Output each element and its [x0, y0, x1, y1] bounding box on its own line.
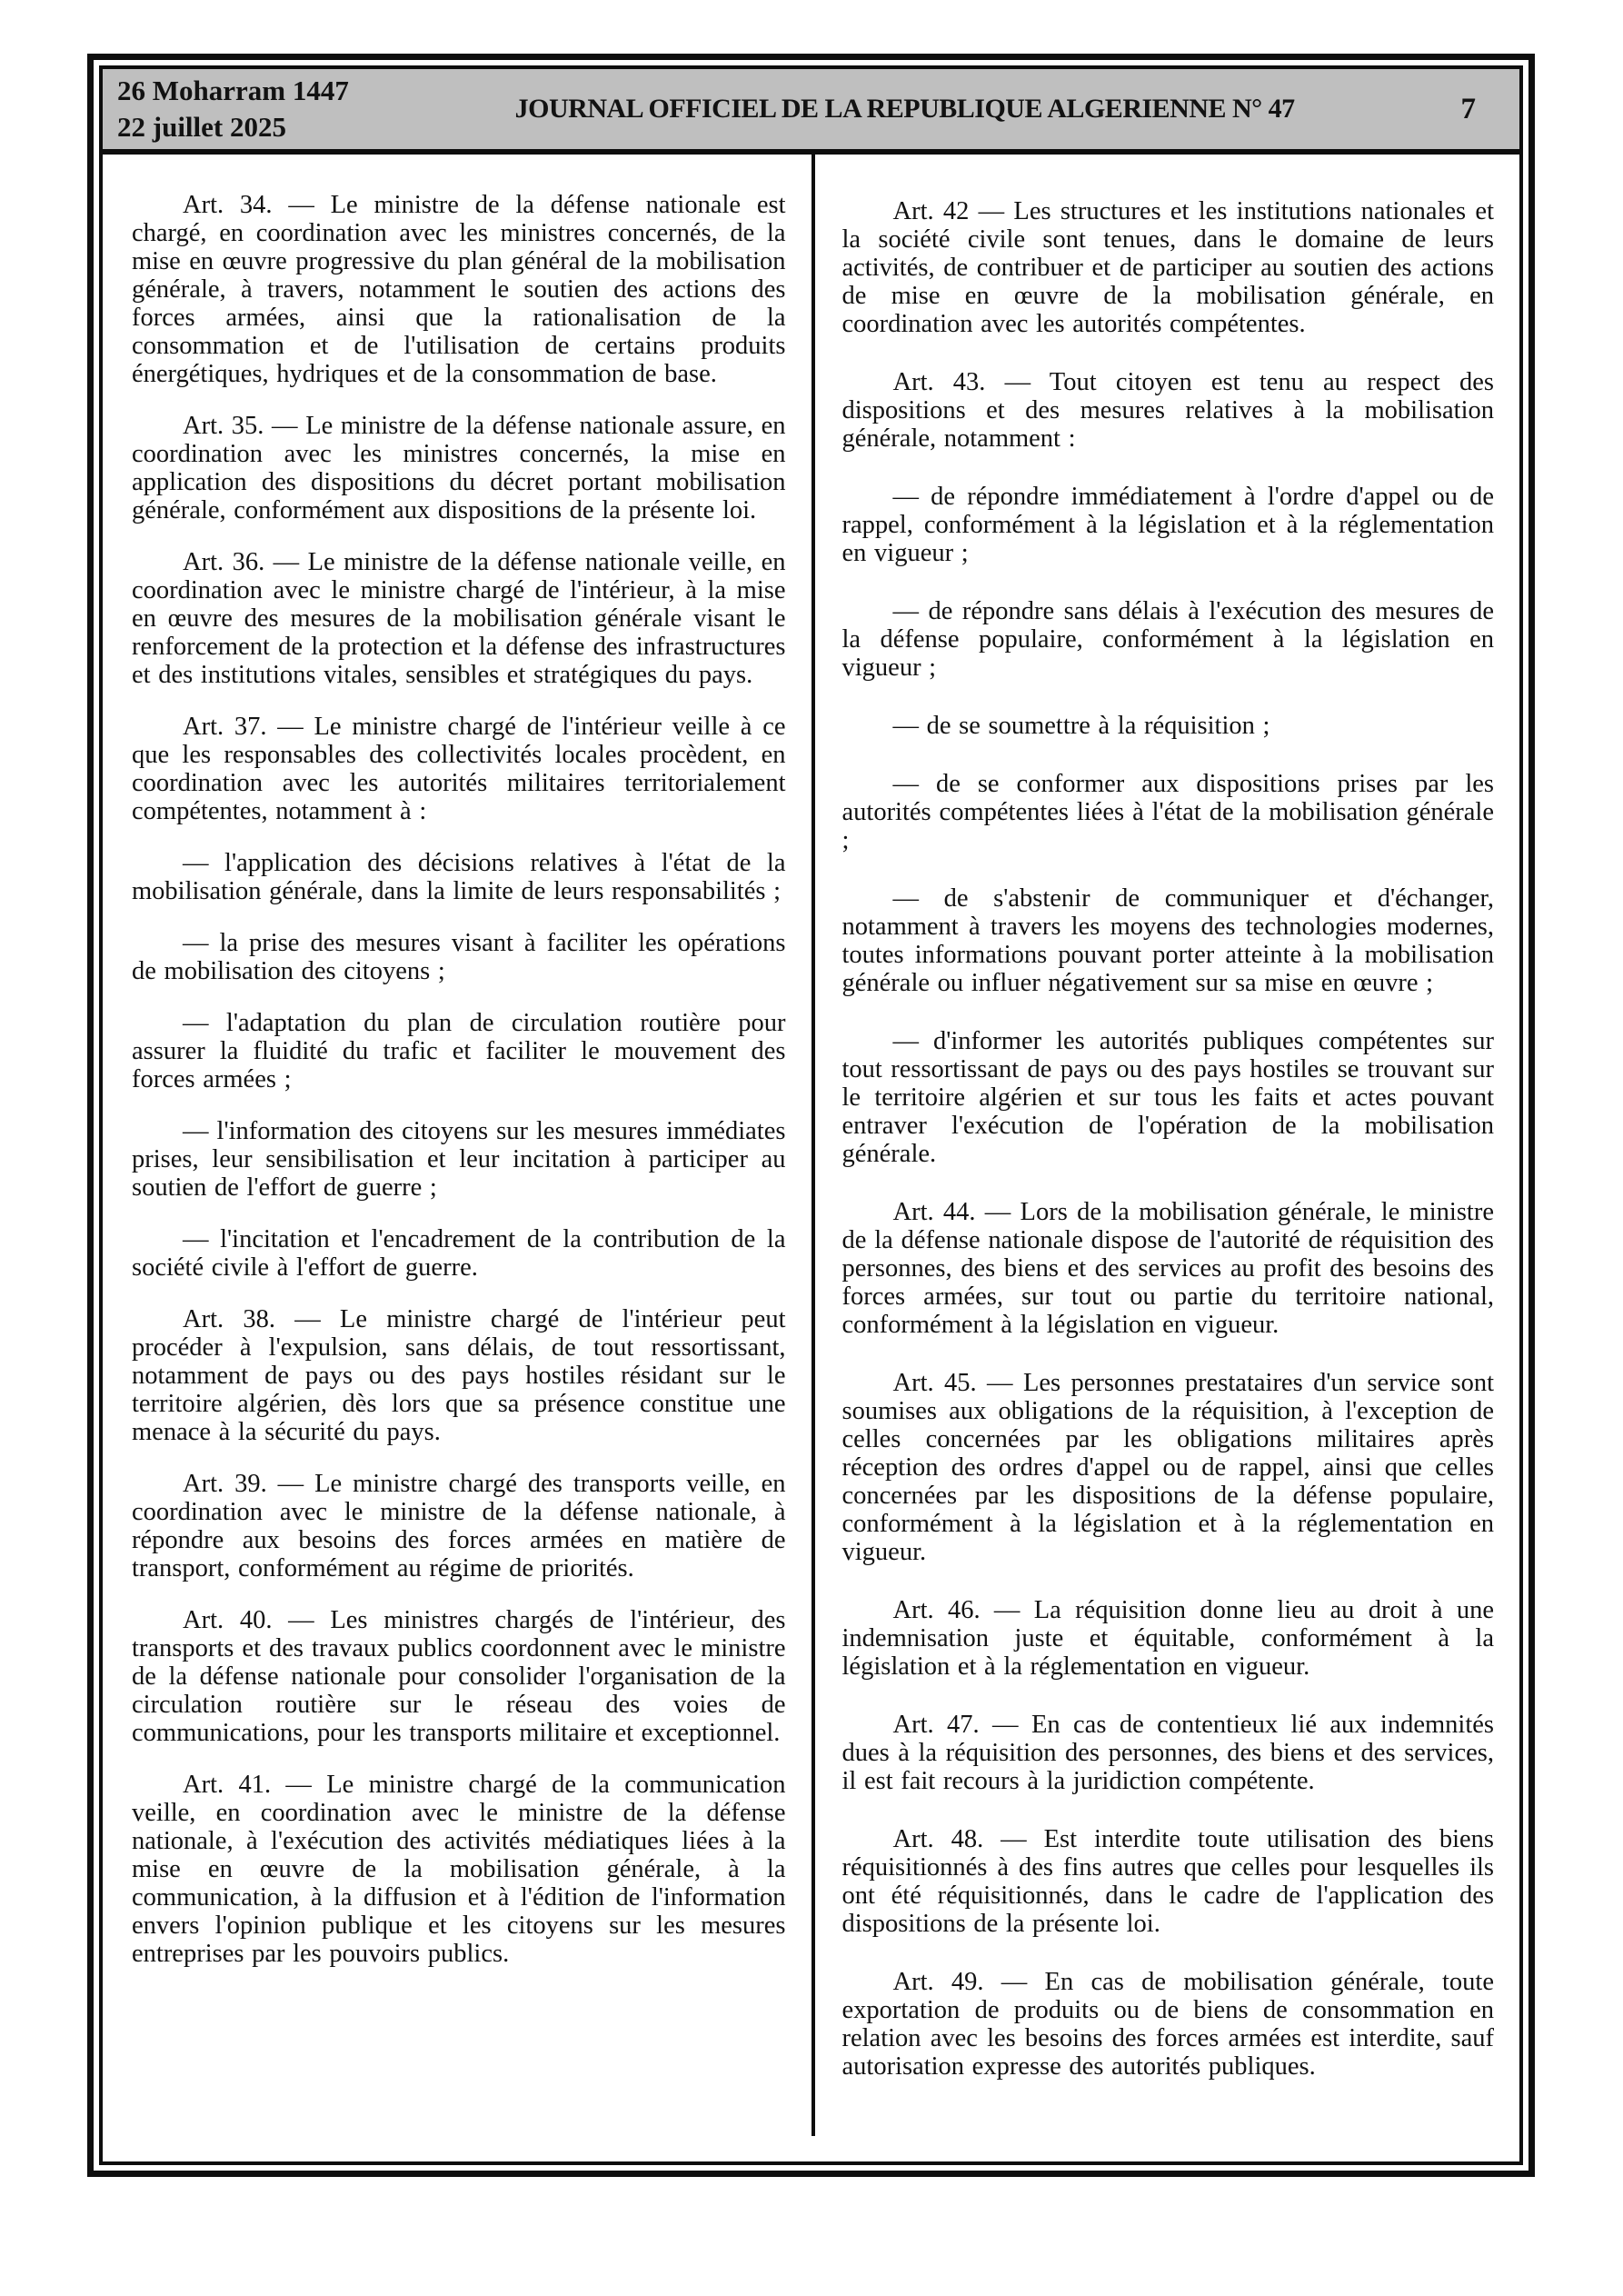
- article-paragraph: Art. 44. — Lors de la mobilisation générale, le ministre de la défense nationale dispose de l'autorité de réquisition des personnes, des biens et des services au profit des besoins des forces armées, sur tout ou partie du territoire national, conformément à la législation en vigueur.: [841, 1198, 1494, 1339]
- article-paragraph: Art. 43. — Tout citoyen est tenu au respect des dispositions et des mesures relatives à la mobilisation générale, notamment :: [841, 368, 1494, 453]
- page-outer-frame: [87, 54, 1535, 2177]
- list-item-paragraph: — l'application des décisions relatives à l'état de la mobilisation générale, dans la limite de leurs responsabilités ;: [132, 849, 786, 905]
- list-item-paragraph: — de se soumettre à la réquisition ;: [892, 712, 1270, 740]
- journal-title: JOURNAL OFFICIEL DE LA REPUBLIQUE ALGERIENNE N° 47: [514, 94, 1295, 124]
- article-paragraph: Art. 42 — Les structures et les institutions nationales et la société civile sont tenues, dans le domaine de leurs activités, de contribuer et de participer au soutien des actions de mise en œuvre de la mobilisation générale, en coordination avec les autorités compétentes.: [841, 197, 1494, 338]
- article-paragraph: Art. 47. — En cas de contentieux lié aux indemnités dues à la réquisition des personnes, des biens et des services, il est fait recours à la juridiction compétente.: [841, 1711, 1494, 1795]
- article-paragraph: Art. 46. — La réquisition donne lieu au droit à une indemnisation juste et équitable, conformément à la législation et à la réglementation en vigueur.: [841, 1596, 1494, 1681]
- page-inner-frame: [99, 65, 1523, 2165]
- page-header: [103, 69, 1519, 155]
- article-paragraph: Art. 49. — En cas de mobilisation générale, toute exportation de produits ou de biens de consommation en relation avec les besoins des forces armées est interdite, sauf autorisation expresse des autorités publiques.: [841, 1968, 1494, 2081]
- article-paragraph: Art. 48. — Est interdite toute utilisation des biens réquisitionnés à des fins autres que celles pour lesquelles ils ont été réquisitionnés, dans le cadre de l'application des dispositions de la présente loi.: [841, 1825, 1494, 1938]
- article-paragraph: Art. 38. — Le ministre chargé de l'intérieur peut procéder à l'expulsion, sans délais, de tout ressortissant, notamment de pays ou des pays hostiles résidant sur le territoire algérien, dès lors que sa présence constitue une menace à la sécurité du pays.: [132, 1305, 786, 1446]
- date-gregorian: 22 juillet 2025: [117, 111, 286, 143]
- list-item-paragraph: — de s'abstenir de communiquer et d'échanger, notamment à travers les moyens des technologies modernes, toutes informations pouvant porter atteinte à la mobilisation générale ou influer négativement sur sa mise en œuvre ;: [841, 884, 1494, 997]
- right-column: [812, 155, 1520, 2136]
- left-column: [103, 155, 812, 2136]
- article-paragraph: Art. 37. — Le ministre chargé de l'intérieur veille à ce que les responsables des collectivités locales procèdent, en coordination avec les autorités militaires territorialement compétentes, notamment à :: [132, 713, 786, 825]
- list-item-paragraph: — d'informer les autorités publiques compétentes sur tout ressortissant de pays ou des pays hostiles se trouvant sur le territoire algérien et sur tous les faits et actes pouvant entraver l'exécution de l'opération de la mobilisation générale.: [841, 1027, 1494, 1168]
- article-paragraph: Art. 36. — Le ministre de la défense nationale veille, en coordination avec le ministre chargé de l'intérieur, à la mise en œuvre des mesures de la mobilisation générale visant le renforcement de la protection et la défense des infrastructures et des institutions vitales, sensibles et stratégiques du pays.: [132, 548, 786, 689]
- list-item-paragraph: — de se conformer aux dispositions prises par les autorités compétentes liées à l'état de la mobilisation générale ;: [841, 770, 1494, 854]
- list-item-paragraph: — de répondre sans délais à l'exécution des mesures de la défense populaire, conformément à la législation en vigueur ;: [841, 597, 1494, 682]
- date-hijri: 26 Moharram 1447: [117, 75, 349, 106]
- list-item-paragraph: — de répondre immédiatement à l'ordre d'appel ou de rappel, conformément à la législation et à la réglementation en vigueur ;: [841, 483, 1494, 567]
- article-paragraph: Art. 39. — Le ministre chargé des transports veille, en coordination avec le ministre de la défense nationale, à répondre aux besoins des forces armées en matière de transport, conformément au régime de priorités.: [132, 1470, 786, 1582]
- article-paragraph: Art. 35. — Le ministre de la défense nationale assure, en coordination avec les ministres concernés, la mise en application des dispositions du décret portant mobilisation générale, conformément aux dispositions de la présente loi.: [132, 412, 786, 524]
- article-paragraph: Art. 45. — Les personnes prestataires d'un service sont soumises aux obligations de la réquisition, à l'exception de celles concernées par les obligations militaires après réception des ordres d'appel ou de rappel, ainsi que celles concernées par les dispositions de la défense populaire, conformément à la législation et à la réglementation en vigueur.: [841, 1369, 1494, 1566]
- article-paragraph: Art. 41. — Le ministre chargé de la communication veille, en coordination avec le ministre de la défense nationale, à l'exécution des activités médiatiques liées à la mise en œuvre de la mobilisation générale, à la communication, à la diffusion et à l'édition de l'information envers l'opinion publique et les citoyens sur les mesures entreprises par les pouvoirs publics.: [132, 1771, 786, 1968]
- article-paragraph: Art. 40. — Les ministres chargés de l'intérieur, des transports et des travaux publics coordonnent avec le ministre de la défense nationale pour consolider l'organisation de la circulation routière sur le réseau des voies de communications, pour les transports militaire et exceptionnel.: [132, 1606, 786, 1747]
- article-paragraph: Art. 34. — Le ministre de la défense nationale est chargé, en coordination avec les ministres concernés, de la mise en œuvre progressive du plan général de la mobilisation générale, à travers, notamment le soutien des actions des forces armées, ainsi que la rationalisation de la consommation et de l'utilisation de certains produits énergétiques, hydriques et de la consommation de base.: [132, 191, 786, 388]
- list-item-paragraph: — la prise des mesures visant à faciliter les opérations de mobilisation des citoyens ;: [132, 929, 786, 985]
- page-content: [103, 155, 1519, 2136]
- list-item-paragraph: — l'adaptation du plan de circulation routière pour assurer la fluidité du trafic et faciliter le mouvement des forces armées ;: [132, 1009, 786, 1093]
- header-dates: [103, 73, 349, 145]
- list-item-paragraph: — l'information des citoyens sur les mesures immédiates prises, leur sensibilisation et leur incitation à participer au soutien de l'effort de guerre ;: [132, 1117, 786, 1202]
- page-number: 7: [1460, 92, 1476, 125]
- list-item-paragraph: — l'incitation et l'encadrement de la contribution de la société civile à l'effort de guerre.: [132, 1225, 786, 1282]
